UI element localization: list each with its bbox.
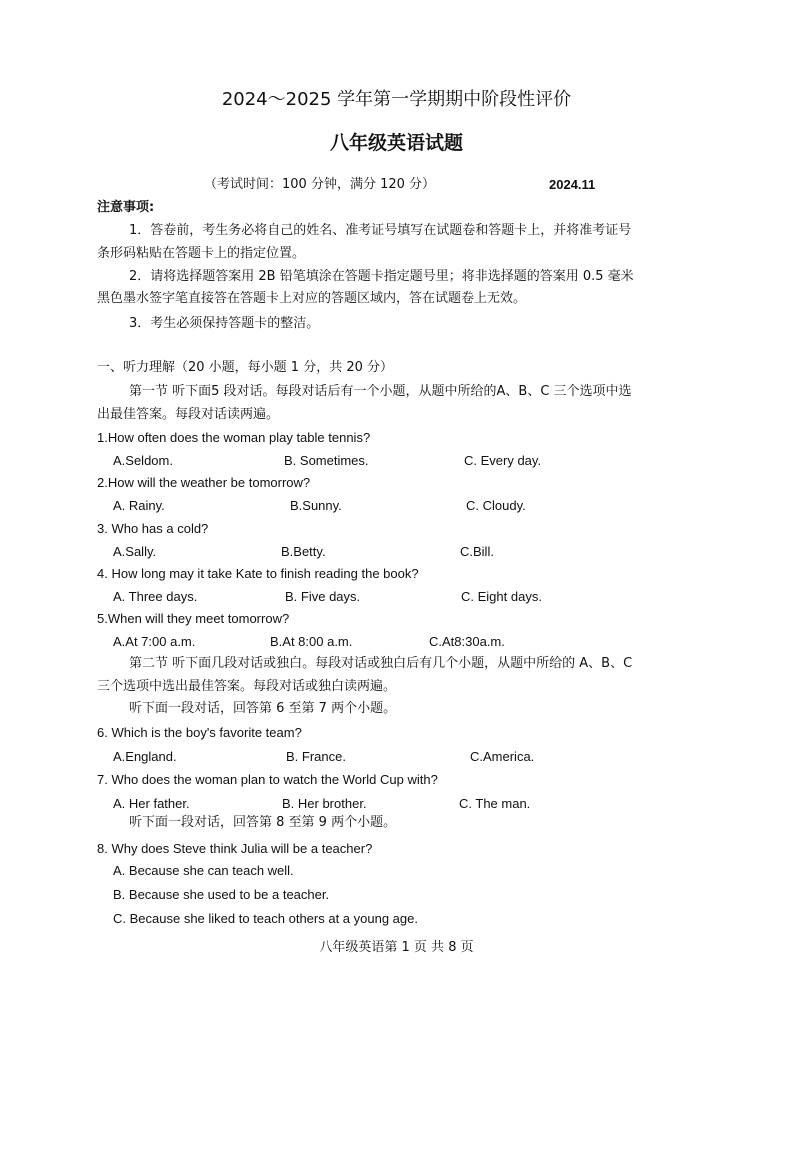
question-8-option-a: A. Because she can teach well. — [113, 863, 294, 878]
question-5-option-c: C.At8:30a.m. — [429, 634, 505, 649]
question-2-option-c: C. Cloudy. — [466, 498, 526, 513]
question-4: 4. How long may it take Kate to finish reading the book? — [97, 566, 419, 581]
question-7-option-b: B. Her brother. — [282, 796, 367, 811]
question-5-option-a: A.At 7:00 a.m. — [113, 634, 196, 649]
question-7-option-c: C. The man. — [459, 796, 531, 811]
section-1-heading: 一、听力理解（20 小题，每小题 1 分，共 20 分） — [97, 360, 394, 375]
question-4-option-b: B. Five days. — [285, 589, 361, 604]
question-8-option-b: B. Because she used to be a teacher. — [113, 887, 330, 902]
instruction-questions-8-9: 听下面一段对话，回答第 8 至第 9 两个小题。 — [129, 815, 397, 830]
exam-title: 2024～2025 学年第一学期期中阶段性评价 — [221, 89, 572, 110]
question-4-option-a: A. Three days. — [113, 589, 198, 604]
question-1-option-a: A.Seldom. — [113, 453, 173, 468]
part-2-instruction-line-1: 第二节 听下面几段对话或独白。每段对话或独白后有几个小题，从题中所给的 A、B、C — [129, 656, 633, 671]
question-3: 3. Who has a cold? — [97, 521, 209, 536]
notice-item-3: 3．考生必须保持答题卡的整洁。 — [129, 316, 320, 331]
question-1-option-c: C. Every day. — [464, 453, 542, 468]
question-6-option-a: A.England. — [113, 749, 177, 764]
notice-item-1-line-2: 条形码粘贴在答题卡上的指定位置。 — [97, 246, 306, 261]
question-7: 7. Who does the woman plan to watch the World Cup with? — [97, 772, 438, 787]
notice-item-2-line-2: 黑色墨水签字笔直接答在答题卡上对应的答题区域内，答在试题卷上无效。 — [97, 291, 527, 306]
question-2-option-a: A. Rainy. — [113, 498, 165, 513]
question-5: 5.When will they meet tomorrow? — [97, 611, 290, 626]
question-6-option-c: C.America. — [470, 749, 535, 764]
question-8-option-c: C. Because she liked to teach others at a young age. — [113, 911, 418, 926]
part-1-instruction-line-1: 第一节 听下面5 段对话。每段对话后有一个小题，从题中所给的A、B、C 三个选项中选 — [129, 384, 632, 399]
question-8: 8. Why does Steve think Julia will be a teacher? — [97, 841, 373, 856]
exam-subtitle: 八年级英语试题 — [329, 132, 463, 154]
question-7-option-a: A. Her father. — [113, 796, 190, 811]
exam-info: （考试时间：100 分钟，满分 120 分） — [204, 177, 436, 192]
question-6: 6. Which is the boy's favorite team? — [97, 725, 302, 740]
question-3-option-c: C.Bill. — [460, 544, 494, 559]
question-2-option-b: B.Sunny. — [290, 498, 342, 513]
part-1-instruction-line-2: 出最佳答案。每段对话读两遍。 — [97, 407, 280, 422]
notice-item-1-line-1: 1．答卷前，考生务必将自己的姓名、准考证号填写在试题卷和答题卡上，并将准考证号 — [129, 223, 632, 238]
question-6-option-b: B. France. — [286, 749, 346, 764]
question-3-option-a: A.Sally. — [113, 544, 157, 559]
notice-item-2-line-1: 2．请将选择题答案用 2B 铅笔填涂在答题卡指定题号里；将非选择题的答案用 0.5 毫米 — [129, 269, 634, 284]
question-1-option-b: B. Sometimes. — [284, 453, 369, 468]
question-4-option-c: C. Eight days. — [461, 589, 542, 604]
question-2: 2.How will the weather be tomorrow? — [97, 475, 311, 490]
notice-heading: 注意事项: — [97, 200, 155, 215]
question-5-option-b: B.At 8:00 a.m. — [270, 634, 353, 649]
instruction-questions-6-7: 听下面一段对话，回答第 6 至第 7 两个小题。 — [129, 701, 397, 716]
exam-date: 2024.11 — [549, 177, 596, 192]
part-2-instruction-line-2: 三个选项中选出最佳答案。每段对话或独白读两遍。 — [97, 679, 397, 694]
question-1: 1.How often does the woman play table tennis? — [97, 430, 371, 445]
page-footer: 八年级英语第 1 页 共 8 页 — [319, 940, 474, 955]
question-3-option-b: B.Betty. — [281, 544, 326, 559]
